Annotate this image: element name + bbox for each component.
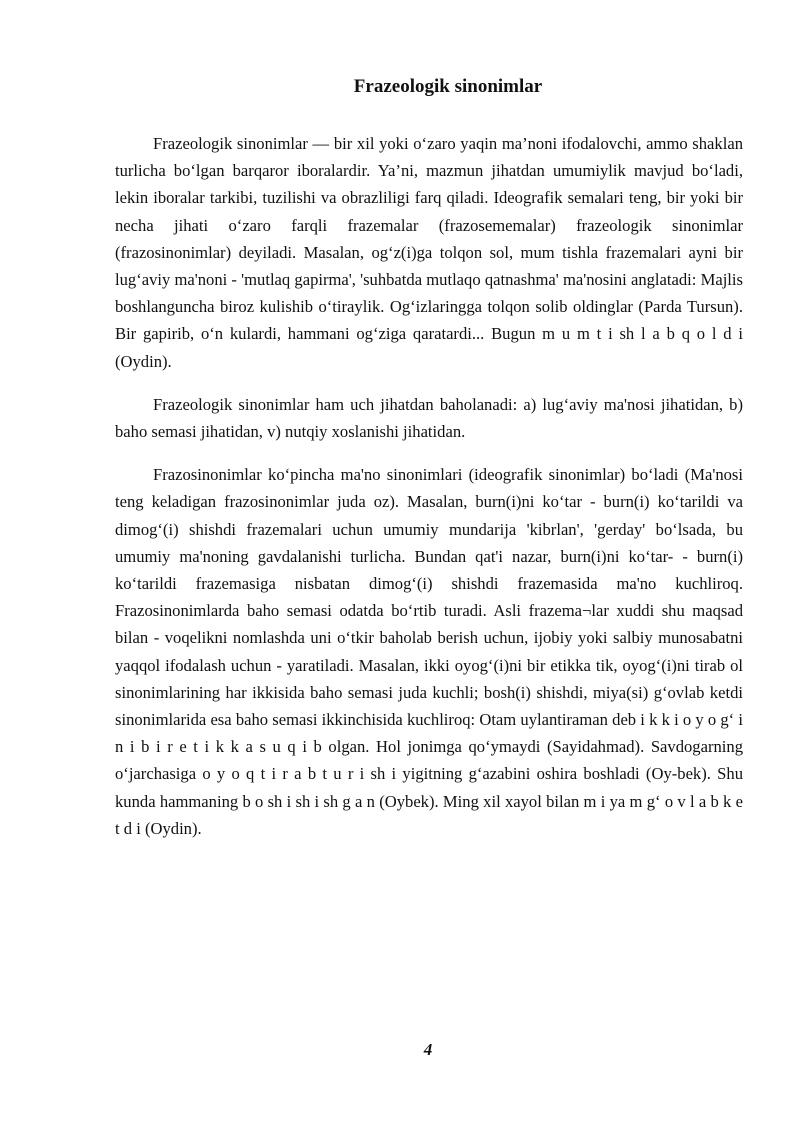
paragraph-examples: Frazosinonimlar ko‘pincha ma'no sinonimlari (ideografik sinonimlar) bo‘ladi (Ma'nosi teng keladigan frazosinonimlar juda oz). Masalan, burn(i)ni ko‘tar - burn(i) ko‘tarildi va dimog‘(i) shishdi frazemalari uchun umumiy mundarija 'kibrlan', 'gerday' bo‘lsada, bu umumiy ma'noning gavdalanishi turlicha. Bundan qat'i nazar, burn(i)ni ko‘tar- - burn(i) ko‘tarildi frazemasiga nisbatan dimog‘(i) shishdi frazemasida ma'no kuchliroq. Frazosinonimlarda baho semasi odatda bo‘rtib turadi. Asli frazema¬lar xuddi shu maqsad bilan - voqelikni nomlashda uni o‘tkir baholab berish uchun, ijobiy yoki salbiy munosabatni yaqqol ifodalash uchun - yaratiladi. Masalan, ikki oyog‘(i)ni bir etikka tik, oyog‘(i)ni tirab ol sinonimlarining har ikkisida baho semasi juda kuchli; bosh(i) shishdi, miya(si) g‘ovlab ketdi sinonimlarida esa baho semasi ikkinchisida kuchliroq: Otam uylantiraman deb i k k i o y o g‘ i n i b i r e t i k k a s u q i b olgan. Hol jonimga qo‘ymaydi (Sayidahmad). Savdogarning o‘jarchasiga o y o q t i r a b t u r i sh i yigitning g‘azabini oshira boshladi (Oy-bek). Shu kunda hammaning b o sh i sh i sh g a n (Oybek). Ming xil xayol bilan m i ya m g‘ o v l a b k e t d i (Oydin). bbox=[115, 465, 743, 838]
page-number: 4 bbox=[423, 1040, 433, 1059]
page-title: Frazeologik sinonimlar bbox=[353, 76, 543, 97]
paragraph-definition: Frazeologik sinonimlar — bir xil yoki o‘zaro yaqin ma’noni ifodalovchi, ammo shaklan turlicha bo‘lgan barqaror iboralardir. Ya’ni, mazmun jihatdan umumiylik mavjud bo‘ladi, lekin iboralar tarkibi, tuzilishi va obrazliligi farq qiladi. Ideografik semalari teng, bir yoki bir necha jihati o‘zaro farqli frazemalar (frazosememalar) frazeologik sinonimlar (frazosinonimlar) deyiladi. Masalan, og‘z(i)ga tolqon sol, mum tishla frazemalari ayni bir lug‘aviy ma'noni - 'mutlaq gapirma', 'suhbatda mutlaqo qatnashma' ma'nosini anglatadi: Majlis boshlanguncha biroz kulishib o‘tiraylik. Og‘izlaringga tolqon solib oldinglar (Parda Tursun). Bir gapirib, o‘n kulardi, hammani og‘ziga qaratardi... Bugun m u m t i sh l a b q o l d i (Oydin). bbox=[115, 134, 743, 371]
document-body bbox=[115, 130, 743, 842]
paragraph-evaluation: Frazeologik sinonimlar ham uch jihatdan baholanadi: a) lug‘aviy ma'nosi jihatidan, b) baho semasi jihatidan, v) nutqiy xoslanishi jihatidan. bbox=[115, 394, 743, 442]
